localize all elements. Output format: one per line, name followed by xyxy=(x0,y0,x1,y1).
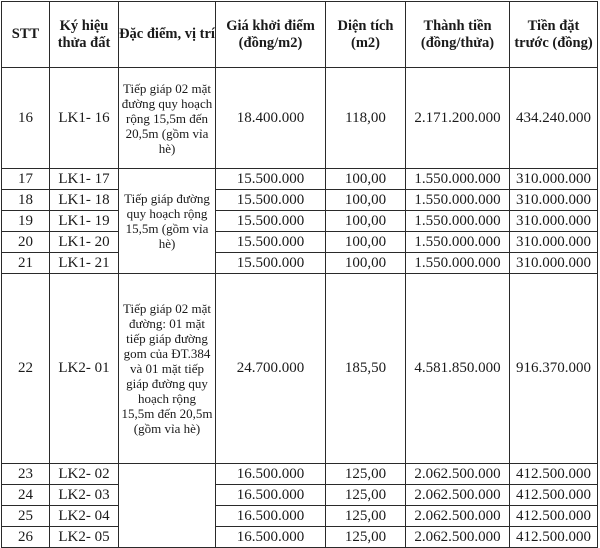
cell-area: 100,00 xyxy=(326,190,406,211)
table-row xyxy=(2,506,598,527)
cell-total: 1.550.000.000 xyxy=(406,232,510,253)
table-row xyxy=(2,485,598,506)
cell-area: 125,00 xyxy=(326,485,406,506)
cell-lot: LK1- 18 xyxy=(50,190,119,211)
cell-price: 16.500.000 xyxy=(216,527,326,548)
cell-price: 16.500.000 xyxy=(216,485,326,506)
table-row xyxy=(2,274,598,464)
cell-area: 125,00 xyxy=(326,464,406,485)
land-auction-table xyxy=(1,1,598,548)
cell-stt: 24 xyxy=(2,485,50,506)
cell-features: Tiếp giáp 02 mặt đường: 01 mặt tiếp giáp đường gom của ĐT.384 và 01 mặt tiếp giáp đường quy hoạch rộng 15,5m đến 20,5m (gồm vỉa hè) xyxy=(119,274,216,464)
cell-stt: 20 xyxy=(2,232,50,253)
cell-deposit: 412.500.000 xyxy=(510,464,598,485)
cell-deposit: 310.000.000 xyxy=(510,190,598,211)
cell-total: 1.550.000.000 xyxy=(406,169,510,190)
cell-area: 185,50 xyxy=(326,274,406,464)
cell-area: 118,00 xyxy=(326,68,406,169)
cell-stt: 17 xyxy=(2,169,50,190)
cell-total: 2.062.500.000 xyxy=(406,464,510,485)
header-features: Đặc điểm, vị trí xyxy=(119,2,216,68)
cell-total: 2.062.500.000 xyxy=(406,485,510,506)
header-deposit: Tiền đặt trước (đồng) xyxy=(510,2,598,68)
header-stt: STT xyxy=(2,2,50,68)
table-row xyxy=(2,527,598,548)
cell-lot: LK1- 21 xyxy=(50,253,119,274)
cell-total: 2.171.200.000 xyxy=(406,68,510,169)
cell-lot: LK1- 16 xyxy=(50,68,119,169)
cell-price: 16.500.000 xyxy=(216,506,326,527)
cell-area: 100,00 xyxy=(326,211,406,232)
cell-total: 1.550.000.000 xyxy=(406,211,510,232)
cell-stt: 22 xyxy=(2,274,50,464)
cell-stt: 18 xyxy=(2,190,50,211)
cell-price: 15.500.000 xyxy=(216,253,326,274)
cell-price: 15.500.000 xyxy=(216,190,326,211)
cell-stt: 16 xyxy=(2,68,50,169)
cell-deposit: 310.000.000 xyxy=(510,232,598,253)
cell-stt: 23 xyxy=(2,464,50,485)
cell-deposit: 412.500.000 xyxy=(510,506,598,527)
table-row xyxy=(2,211,598,232)
cell-total: 2.062.500.000 xyxy=(406,506,510,527)
cell-price: 15.500.000 xyxy=(216,232,326,253)
cell-total: 2.062.500.000 xyxy=(406,527,510,548)
cell-lot: LK1- 19 xyxy=(50,211,119,232)
cell-area: 100,00 xyxy=(326,232,406,253)
table-row xyxy=(2,232,598,253)
cell-deposit: 310.000.000 xyxy=(510,211,598,232)
cell-lot: LK2- 04 xyxy=(50,506,119,527)
cell-lot: LK2- 05 xyxy=(50,527,119,548)
cell-price: 15.500.000 xyxy=(216,211,326,232)
cell-lot: LK1- 17 xyxy=(50,169,119,190)
header-row xyxy=(2,2,598,68)
cell-deposit: 412.500.000 xyxy=(510,527,598,548)
cell-stt: 25 xyxy=(2,506,50,527)
cell-area: 125,00 xyxy=(326,527,406,548)
header-total: Thành tiền (đồng/thửa) xyxy=(406,2,510,68)
cell-deposit: 310.000.000 xyxy=(510,169,598,190)
cell-area: 125,00 xyxy=(326,506,406,527)
cell-area: 100,00 xyxy=(326,253,406,274)
table-row xyxy=(2,190,598,211)
cell-total: 1.550.000.000 xyxy=(406,190,510,211)
cell-price: 15.500.000 xyxy=(216,169,326,190)
header-starting-price: Giá khởi điểm (đồng/m2) xyxy=(216,2,326,68)
cell-price: 18.400.000 xyxy=(216,68,326,169)
cell-lot: LK2- 02 xyxy=(50,464,119,485)
cell-stt: 19 xyxy=(2,211,50,232)
cell-deposit: 412.500.000 xyxy=(510,485,598,506)
table-row xyxy=(2,169,598,190)
cell-total: 4.581.850.000 xyxy=(406,274,510,464)
cell-price: 24.700.000 xyxy=(216,274,326,464)
table-row xyxy=(2,253,598,274)
cell-deposit: 434.240.000 xyxy=(510,68,598,169)
header-lot-code: Ký hiệu thửa đất xyxy=(50,2,119,68)
cell-lot: LK2- 03 xyxy=(50,485,119,506)
cell-lot: LK1- 20 xyxy=(50,232,119,253)
table-row xyxy=(2,68,598,169)
cell-stt: 26 xyxy=(2,527,50,548)
cell-area: 100,00 xyxy=(326,169,406,190)
cell-features-empty xyxy=(119,464,216,548)
header-area: Diện tích (m2) xyxy=(326,2,406,68)
cell-features: Tiếp giáp 02 mặt đường quy hoạch rộng 15,5m đến 20,5m (gồm vỉa hè) xyxy=(119,68,216,169)
cell-deposit: 310.000.000 xyxy=(510,253,598,274)
cell-stt: 21 xyxy=(2,253,50,274)
cell-price: 16.500.000 xyxy=(216,464,326,485)
cell-features: Tiếp giáp đường quy hoạch rộng 15,5m (gồm vỉa hè) xyxy=(119,169,216,274)
table-row xyxy=(2,464,598,485)
cell-lot: LK2- 01 xyxy=(50,274,119,464)
cell-deposit: 916.370.000 xyxy=(510,274,598,464)
cell-total: 1.550.000.000 xyxy=(406,253,510,274)
